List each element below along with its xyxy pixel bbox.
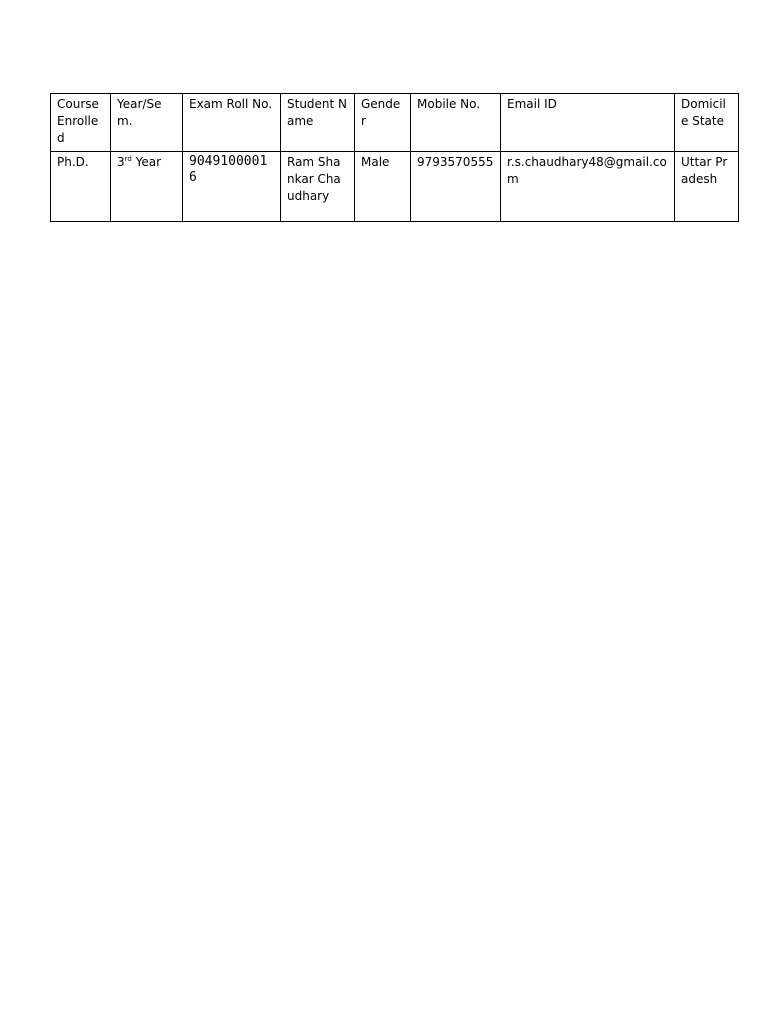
- year-number: 3: [117, 155, 125, 169]
- header-course-enrolled: Course Enrolled: [51, 94, 111, 152]
- year-word: Year: [131, 155, 162, 169]
- year-ordinal-suffix: rd: [124, 155, 132, 163]
- table-row: [51, 152, 739, 222]
- header-student-name: Student Name: [281, 94, 355, 152]
- table-header-row: [51, 94, 739, 152]
- cell-email-id: r.s.chaudhary48@gmail.com: [501, 152, 675, 222]
- cell-gender: Male: [355, 152, 411, 222]
- header-domicile-state: Domicile State: [675, 94, 739, 152]
- cell-mobile-no: 9793570555: [411, 152, 501, 222]
- cell-course: Ph.D.: [51, 152, 111, 222]
- cell-year: [111, 152, 183, 222]
- student-info-table: [50, 93, 739, 222]
- header-mobile-no: Mobile No.: [411, 94, 501, 152]
- header-email-id: Email ID: [501, 94, 675, 152]
- header-year-sem: Year/Sem.: [111, 94, 183, 152]
- cell-student-name: Ram Shankar Chaudhary: [281, 152, 355, 222]
- cell-domicile-state: Uttar Pradesh: [675, 152, 739, 222]
- header-exam-roll-no: Exam Roll No.: [183, 94, 281, 152]
- header-gender: Gender: [355, 94, 411, 152]
- cell-exam-roll-no: 90491000016: [183, 152, 281, 222]
